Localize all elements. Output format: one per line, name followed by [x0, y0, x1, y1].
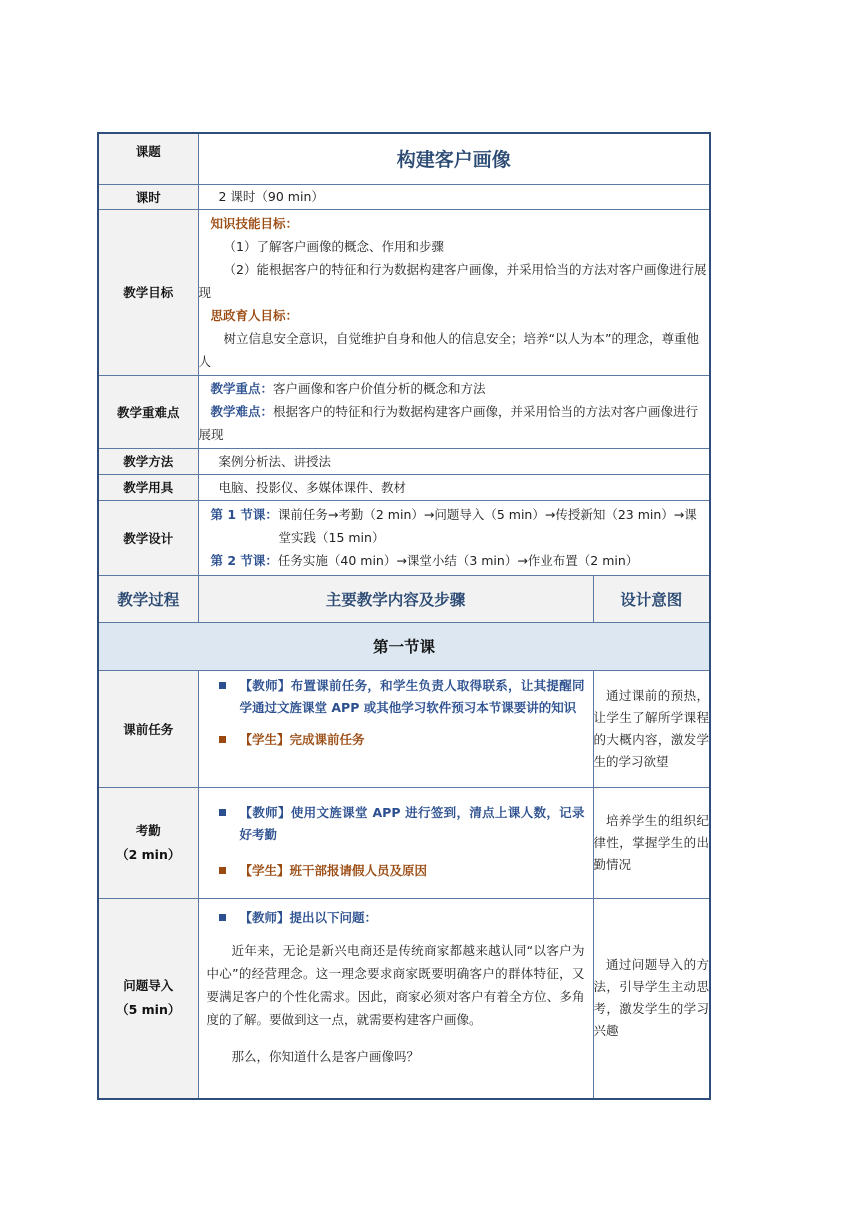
attendance-label-cell	[98, 787, 198, 898]
hours-value: 2 课时（90 min）	[198, 184, 710, 209]
tools-label: 教学用具	[98, 474, 198, 500]
pre-task-row	[98, 670, 710, 787]
ideology-goal-text: 树立信息安全意识，自觉维护自身和他人的信息安全；培养“以人为本”的理念，尊重他人	[198, 330, 699, 369]
lesson1-text: 课前任务→考勤（2 min）→问题导入（5 min）→传授新知（23 min）→课堂实践（15 min）	[277, 507, 697, 545]
square-bullet-icon	[219, 736, 226, 743]
intro-label-cell	[98, 898, 198, 1099]
attendance-row	[98, 787, 710, 898]
section-title: 第一节课	[98, 622, 710, 670]
goals-label: 教学目标	[98, 209, 198, 375]
keypoints-row	[98, 375, 710, 448]
topic-row	[98, 133, 710, 184]
key-point-text: 客户画像和客户价值分析的概念和方法	[273, 381, 486, 396]
hard-point	[199, 400, 710, 446]
attendance-student-item	[199, 860, 585, 882]
attendance-intent-text: 培养学生的组织纪律性，掌握学生的出勤情况	[593, 812, 710, 872]
intro-teacher-text: 【教师】提出以下问题：	[239, 909, 378, 925]
knowledge-goal-heading: 知识技能目标：	[210, 215, 299, 231]
square-bullet-icon	[219, 867, 226, 874]
pre-task-student-text: 【学生】完成课前任务	[239, 731, 365, 747]
intro-intent-text: 通过问题导入的方法，引导学生主动思考，激发学生的学习兴趣	[593, 957, 710, 1039]
keypoints-label: 教学重难点	[98, 375, 198, 448]
tools-row	[98, 474, 710, 500]
attendance-teacher-text: 【教师】使用文旌课堂 APP 进行签到，清点上课人数，记录好考勤	[239, 804, 585, 842]
key-point	[199, 377, 710, 400]
lesson-title: 构建客户画像	[198, 133, 710, 184]
hours-row	[98, 184, 710, 209]
pre-task-teacher-text: 【教师】布置课前任务，和学生负责人取得联系，让其提醒同学通过文旌课堂 APP 或其他学习软件预习本节课要讲的知识	[239, 677, 585, 715]
attendance-label: 考勤	[135, 822, 161, 838]
keypoints-content	[198, 375, 710, 448]
attendance-content	[198, 787, 593, 898]
intro-intent	[593, 898, 710, 1099]
lesson-plan-table	[97, 132, 711, 1100]
hard-point-label: 教学难点：	[210, 404, 274, 419]
lesson1-plan	[199, 503, 710, 549]
pre-task-intent-text: 通过课前的预热，让学生了解所学课程的大概内容，激发学生的学习欲望	[593, 687, 710, 769]
intro-time: （5 min）	[116, 1002, 181, 1018]
attendance-time: （2 min）	[116, 846, 181, 862]
lesson2-text: 任务实施（40 min）→课堂小结（3 min）→作业布置（2 min）	[277, 553, 639, 568]
attendance-intent	[593, 787, 710, 898]
design-content	[198, 500, 710, 575]
ideology-goal-heading: 思政育人目标：	[210, 307, 299, 323]
section-row	[98, 622, 710, 670]
lesson2-plan	[199, 549, 710, 572]
intro-teacher-item	[199, 907, 585, 929]
hard-point-text: 根据客户的特征和行为数据构建客户画像，并采用恰当的方法对客户画像进行展现	[198, 404, 699, 442]
intro-question: 那么，你知道什么是客户画像吗？	[231, 1048, 420, 1064]
pre-task-label: 课前任务	[98, 670, 198, 787]
process-header-row	[98, 575, 710, 622]
method-row	[98, 448, 710, 474]
square-bullet-icon	[219, 914, 226, 921]
lesson2-label: 第 2 节课：	[210, 553, 278, 568]
square-bullet-icon	[219, 809, 226, 816]
attendance-student-text: 【学生】班干部报请假人员及原因	[239, 862, 428, 878]
attendance-teacher-item	[199, 802, 585, 846]
goals-content	[198, 209, 710, 375]
hours-label: 课时	[98, 184, 198, 209]
knowledge-goal-item-1: （1）了解客户画像的概念、作用和步骤	[223, 238, 444, 254]
design-label: 教学设计	[98, 500, 198, 575]
tools-value: 电脑、投影仪、多媒体课件、教材	[198, 474, 710, 500]
topic-label: 课题	[98, 133, 198, 184]
method-value: 案例分析法、讲授法	[198, 448, 710, 474]
key-point-label: 教学重点：	[210, 381, 274, 396]
pre-task-intent	[593, 670, 710, 787]
pre-task-teacher-item	[199, 675, 585, 719]
square-bullet-icon	[219, 682, 226, 689]
intro-row	[98, 898, 710, 1099]
process-header-col3: 设计意图	[593, 575, 710, 622]
intro-content	[198, 898, 593, 1099]
intro-paragraph: 近年来，无论是新兴电商还是传统商家都越来越认同“以客户为中心”的经营理念。这一理念要求商家既要明确客户的群体特征，又要满足客户的个性化需求。因此，商家必须对客户有着全方位、多角度的了解。要做到这一点，就需要构建客户画像。	[206, 942, 585, 1027]
intro-label: 问题导入	[123, 978, 174, 994]
method-label: 教学方法	[98, 448, 198, 474]
process-header-col1: 教学过程	[98, 575, 198, 622]
design-row	[98, 500, 710, 575]
pre-task-student-item	[199, 729, 585, 751]
process-header-col2: 主要教学内容及步骤	[198, 575, 593, 622]
goals-row	[98, 209, 710, 375]
knowledge-goal-item-2: （2）能根据客户的特征和行为数据构建客户画像，并采用恰当的方法对客户画像进行展现	[198, 261, 707, 300]
lesson1-label: 第 1 节课：	[210, 507, 278, 522]
pre-task-content	[198, 670, 593, 787]
